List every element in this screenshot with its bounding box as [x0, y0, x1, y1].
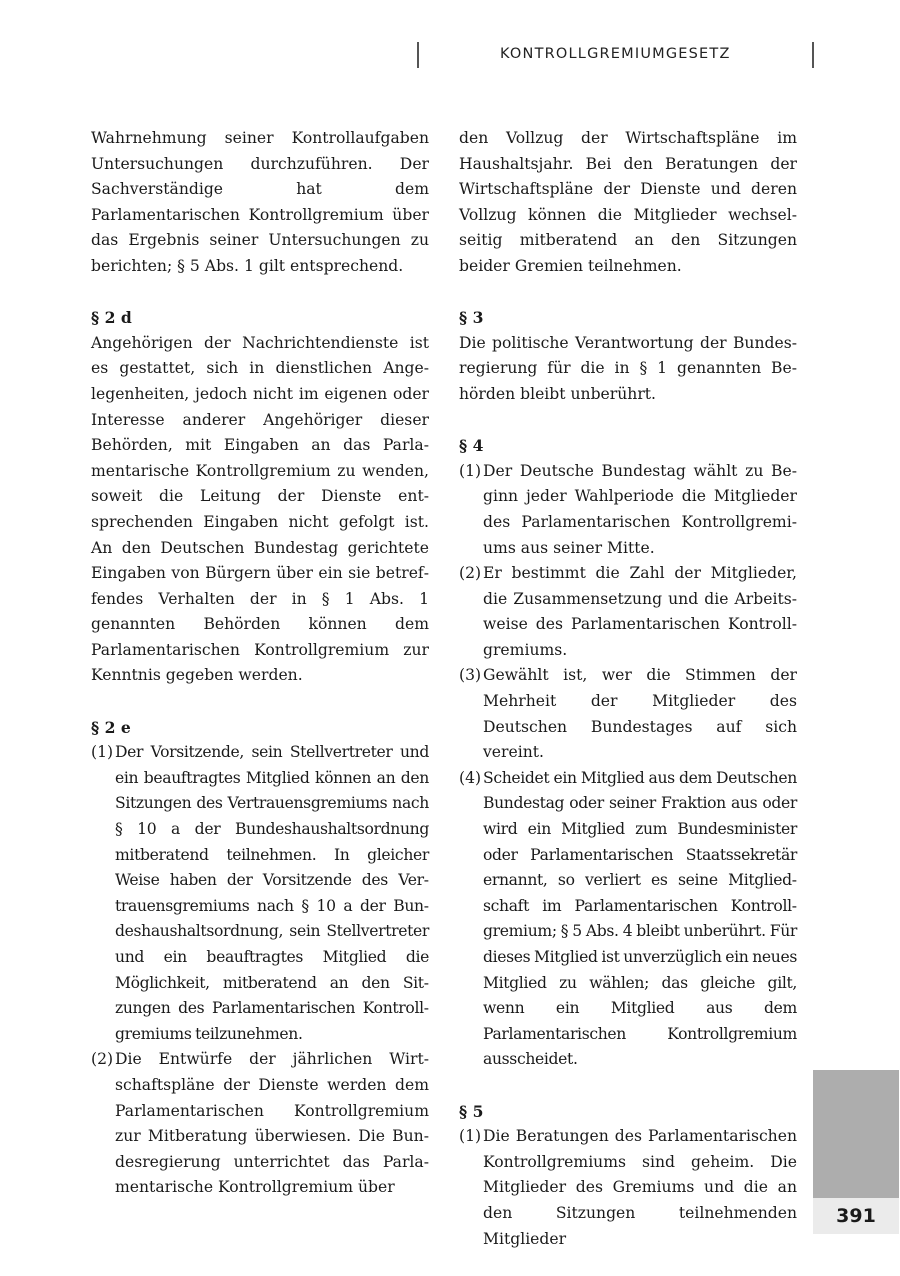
spacer	[459, 408, 797, 434]
section-heading: § 3	[459, 308, 484, 328]
spacer	[459, 1073, 797, 1099]
right-column	[459, 126, 797, 1252]
section-3	[459, 305, 797, 407]
subsection-item	[459, 459, 797, 561]
subsection-number: (2)	[459, 564, 482, 583]
section-heading: § 2 e	[91, 717, 131, 737]
section-2e	[91, 715, 429, 1201]
section-heading: § 2 d	[91, 308, 132, 328]
subsection-item	[91, 1047, 429, 1201]
continuation-paragraph: Wahrnehmung seiner Kontrollaufgaben Untersuchungen durchzuführen. Der Sachverständige hat dem Parlamentarischen Kontrollgremium über das Ergebnis seiner Untersuchungen zu berichten; § 5 Abs. 1 gilt entsprechend.	[91, 129, 429, 275]
spacer	[91, 280, 429, 306]
section-text: Angehörigen der Nachrichtendienste ist es gestattet, sich in dienstlichen Angelegenheiten, jedoch nicht im eigenen oder Interesse anderer Angehöriger dieser Behörden, mit Eingaben an das Parlamentarische Kontrollgremium zu wenden, soweit die Leitung der Dienste entsprechenden Eingaben nicht gefolgt ist. An den Deutschen Bundestag gerichtete Eingaben von Bürgern über ein sie betreffendes Verhalten der in § 1 Abs. 1 genannten Behörden können dem Parlamentarischen Kontrollgremium zur Kenntnis gegeben werden.	[91, 333, 429, 685]
subsection-number: (4)	[459, 768, 482, 787]
thumb-index-tab	[813, 1070, 899, 1198]
subsection-number: (1)	[459, 461, 482, 480]
subsection-item	[459, 766, 797, 1073]
subsection-item	[459, 561, 797, 663]
subsection-text: Die Beratungen des Parlamentarischen Kontrollgremiums sind geheim. Die Mitglieder des Gremiums und die an den Sitzungen teilnehmenden Mitglieder	[483, 1127, 797, 1248]
section-2d	[91, 305, 429, 689]
spacer	[91, 689, 429, 715]
subsection-number: (3)	[459, 666, 482, 685]
subsection-number: (1)	[459, 1127, 482, 1146]
subsection-text: Die Entwürfe der jährlichen Wirtschaftspläne der Dienste werden dem Parlamentarischen Kontrollgremium zur Mitberatung überwiesen. Die Bundesregierung unterrichtet das Parlamentarische Kontrollgremium über	[115, 1050, 429, 1197]
header-rule-right	[812, 42, 814, 68]
running-header-title: KONTROLLGREMIUMGESETZ	[500, 46, 731, 62]
section-5	[459, 1099, 797, 1253]
subsection-text: Der Deutsche Bundestag wählt zu Beginn jeder Wahlperiode die Mitglieder des Parlamentarischen Kontrollgremiums aus seiner Mitte.	[483, 461, 797, 557]
section-text: Die politische Verantwortung der Bundesregierung für die in § 1 genannten Behörden bleibt unberührt.	[459, 333, 797, 403]
subsection-number: (1)	[91, 743, 114, 762]
continuation-paragraph: den Vollzug der Wirtschaftspläne im Haushaltsjahr. Bei den Beratungen der Wirtschaftspläne der Dienste und deren Vollzug können die Mitglieder wechselseitig mitberatend an den Sitzungen beider Gremien teilnehmen.	[459, 129, 797, 275]
subsection-text: Scheidet ein Mitglied aus dem Deutschen Bundestag oder seiner Fraktion aus oder wird ein Mitglied zum Bundesminister oder Parlamentarischen Staatssekretär ernannt, so verliert es seine Mitgliedschaft im Parlamentarischen Kontrollgremium; § 5 Abs. 4 bleibt unberührt. Für dieses Mitglied ist unverzüglich ein neues Mitglied zu wählen; das gleiche gilt, wenn ein Mitglied aus dem Parlamentarischen Kontrollgremium ausscheidet.	[483, 768, 797, 1069]
subsection-item	[91, 740, 429, 1047]
subsection-number: (2)	[91, 1050, 114, 1069]
left-column	[91, 126, 429, 1201]
section-heading: § 5	[459, 1101, 484, 1121]
spacer	[459, 280, 797, 306]
header-rule-left	[417, 42, 419, 68]
page-number: 391	[813, 1198, 899, 1234]
subsection-text: Er bestimmt die Zahl der Mitglieder, die Zusammensetzung und die Arbeitsweise des Parlamentarischen Kontrollgremiums.	[483, 564, 797, 659]
subsection-text: Der Vorsitzende, sein Stellvertreter und ein beauftragtes Mitglied können an den Sitzungen des Vertrauensgremiums nach § 10 a der Bundeshaushaltsordnung mitberatend teilnehmen. In gleicher Weise haben der Vorsitzende des Vertrauensgremiums nach § 10 a der Bundeshaushaltsordnung, sein Stellvertreter und ein beauftragtes Mitglied die Möglichkeit, mitberatend an den Sitzungen des Parlamentarischen Kontrollgremiums teilzunehmen.	[115, 743, 429, 1043]
section-4	[459, 433, 797, 1073]
subsection-item	[459, 1124, 797, 1252]
subsection-item	[459, 663, 797, 765]
section-heading: § 4	[459, 436, 484, 456]
subsection-text: Gewählt ist, wer die Stimmen der Mehrheit der Mitglieder des Deutschen Bundestages auf sich vereint.	[483, 666, 797, 762]
